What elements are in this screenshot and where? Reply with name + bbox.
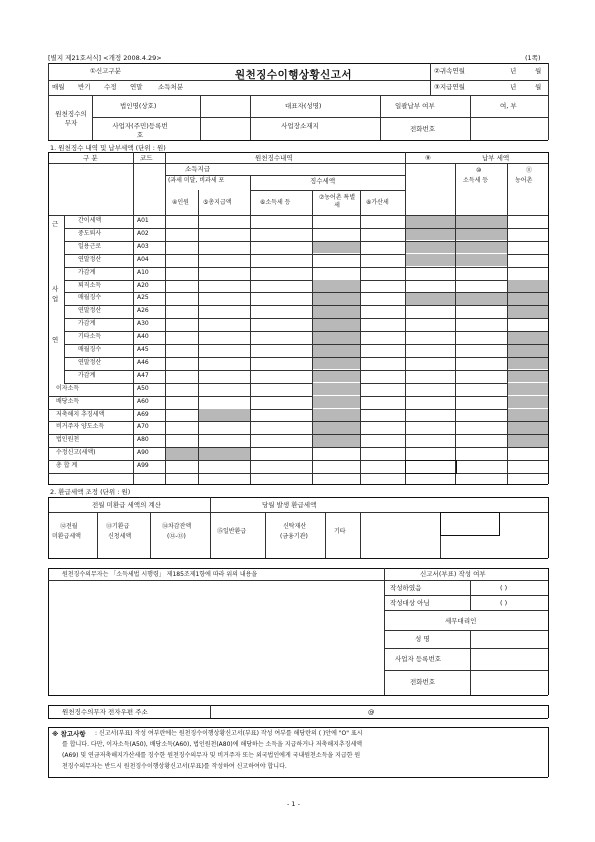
c13-label: ⑬기환급 <box>106 523 130 530</box>
row-name-a80: 법인원천 <box>56 436 80 444</box>
c16b-label: (금융기관) <box>280 533 308 540</box>
type-disposal[interactable]: 소득처분 <box>158 83 184 91</box>
c16-label: 신탁재산 <box>283 523 307 530</box>
year-label: 년 <box>510 67 517 75</box>
not-written-label: 작성대상 아님 <box>390 599 430 607</box>
agent-bizno-label: 사업자 등록번호 <box>395 655 442 663</box>
row-name-a46: 연말정산 <box>78 358 102 366</box>
row-name-a25: 매월징수 <box>78 294 102 302</box>
type-amend[interactable]: 수정 <box>104 83 117 91</box>
c17-label: 기타 <box>334 528 346 535</box>
row-code-a40: A40 <box>137 333 149 341</box>
type-yearend[interactable]: 연말 <box>130 83 143 91</box>
batch-payment-label: 일괄납부 여부 <box>395 102 435 110</box>
row-code-a69: A69 <box>137 410 149 418</box>
row-name-a45: 매월징수 <box>78 346 102 353</box>
group-label-2: 연 <box>52 336 59 345</box>
row-code-a45: A45 <box>137 346 149 353</box>
c12b-label: 미환급세액 <box>52 533 81 540</box>
pay-month-label: ③지급연월 <box>434 83 465 91</box>
note-line3: (A69) 및 연금저축해지가산세를 징수한 원천징수의무자 및 비거주자 또는 외국법인에게 국내원천소득을 지급한 원 <box>62 752 361 759</box>
col-10: ⑩ <box>476 167 482 174</box>
c12-label: ⑫전월 <box>60 523 78 530</box>
not-written-checkbox[interactable]: ( ) <box>500 599 508 607</box>
col-income-pay: 소득지급 <box>185 165 211 173</box>
row-name-a47: 가감계 <box>78 371 96 379</box>
col-5: ⑤총지급액 <box>203 199 232 206</box>
col-6: ⑥소득세 등 <box>260 199 291 206</box>
section2-heading: 2. 환급세액 조정 (단위 : 원) <box>50 488 131 496</box>
row-code-a03: A03 <box>137 242 149 250</box>
row-name-a90: 수정신고(세액) <box>56 449 96 457</box>
declaration-text: 원천징수의무자는 「소득세법 시행령」 제185조제1항에 따라 위의 내용을 <box>62 571 258 578</box>
row-name-a40: 기타소득 <box>78 333 102 341</box>
row-name-a69: 저축해지 추징세액 <box>56 410 105 418</box>
section1-heading: 1. 원천징수 내역 및 납부세액 (단위 : 원) <box>50 144 166 152</box>
form-title: 원천징수이행상황신고서 <box>235 69 353 81</box>
row-name-a26: 연말정산 <box>78 307 102 315</box>
withholding-agent-label: 원천징수의무자 <box>55 110 87 127</box>
row-code-a01: A01 <box>137 217 149 224</box>
row-name-a70: 비거주자 양도소득 <box>56 423 105 431</box>
page-count: (1쪽) <box>525 54 541 62</box>
row-code-a70: A70 <box>137 423 149 431</box>
row-code-a80: A80 <box>137 436 149 444</box>
col-11: ⑪ <box>526 167 533 174</box>
phone-label: 전화번호 <box>410 125 436 133</box>
col-class: 구 분 <box>83 154 98 162</box>
biz-reg-no-label: 사업자(주민)등록번호 <box>112 122 168 139</box>
page-number: - 1 - <box>287 800 300 808</box>
row-name-a99: 총 합 계 <box>56 462 78 470</box>
row-name-a03: 일용근로 <box>78 242 102 250</box>
agent-phone-label: 전화번호 <box>410 678 436 686</box>
row-name-a30: 가감계 <box>78 320 96 328</box>
month-label-2: 월 <box>535 83 542 91</box>
col-withholding: 원천징수내역 <box>255 154 293 162</box>
type-half[interactable]: 반기 <box>78 83 91 91</box>
col-7: ⑦농어촌 특별세 <box>318 194 356 209</box>
written-label: 작성하였음 <box>390 584 422 592</box>
type-monthly[interactable]: 매월 <box>52 83 65 91</box>
row-name-a01: 간이세액 <box>78 217 102 224</box>
row-code-a02: A02 <box>137 229 149 237</box>
row-code-a90: A90 <box>137 449 149 457</box>
col-9: ⑨ <box>425 154 431 162</box>
c13b-label: 신청세액 <box>108 533 132 540</box>
this-month-refund-label: 당월 발생 환급세액 <box>262 501 317 509</box>
tax-agent-label: 세무대리인 <box>445 617 477 625</box>
row-code-a04: A04 <box>137 255 149 263</box>
note-title: ※ 참고사항 <box>52 730 86 738</box>
row-name-a20: 퇴직소득 <box>78 281 102 289</box>
col-4: ④인원 <box>172 199 189 206</box>
row-code-a10: A10 <box>137 268 149 276</box>
col-payment: 납부 세액 <box>482 154 510 162</box>
row-code-a30: A30 <box>137 320 149 328</box>
note-line1: : 신고서(부표) 작성 여부란에는 원천징수이행상황신고서(부표) 작성 여부를 해당란의 ( )안에 "O" 표시 <box>95 730 363 737</box>
row-code-a26: A26 <box>137 307 149 315</box>
row-code-a99: A99 <box>137 462 149 470</box>
col-11b: 농어촌 <box>515 177 533 184</box>
col-tax: 징수세액 <box>310 177 336 185</box>
email-at[interactable]: @ <box>368 708 375 716</box>
year-label-2: 년 <box>510 83 517 91</box>
row-code-a20: A20 <box>137 281 149 289</box>
row-code-a50: A50 <box>137 384 149 392</box>
note-line2: 를 합니다. 다만, 이자소득(A50), 배당소득(A60), 법인원천(A80)에 해당하는 소득을 지급하거나 저축해지추징세액 <box>62 741 363 748</box>
row-code-a60: A60 <box>137 397 149 405</box>
form-number: [별지 제21호서식] <개정 2008.4.29> <box>48 54 162 62</box>
biz-location-label: 사업장소재지 <box>281 122 319 130</box>
yes-no-label[interactable]: 여, 부 <box>500 102 517 110</box>
col-code: 코드 <box>140 154 153 162</box>
prev-unrefunded-label: 전월 미환급 세액의 계산 <box>92 501 161 509</box>
row-code-a25: A25 <box>137 294 149 302</box>
group-label-1: 사업 <box>52 284 59 303</box>
note-line4: 천징수의무자는 반드시 원천징수이행상황신고서(부표)를 작성하여 신고하여야 합니다. <box>62 763 287 770</box>
c14-label: ⑭차감잔액 <box>162 523 192 530</box>
row-code-a46: A46 <box>137 358 149 366</box>
row-name-a60: 배당소득 <box>56 397 80 405</box>
group-label-0: 근 <box>52 220 59 228</box>
written-checkbox[interactable]: ( ) <box>500 584 508 592</box>
c15-label: ⑮일반환급 <box>217 528 247 535</box>
row-name-a50: 이자소득 <box>56 384 80 392</box>
col-8: ⑧가산세 <box>366 199 389 206</box>
row-code-a47: A47 <box>137 371 149 379</box>
report-type-label: ①신고구분 <box>90 67 121 75</box>
row-name-a04: 연말정산 <box>78 255 102 263</box>
row-name-a02: 중도퇴사 <box>78 229 102 237</box>
col-income-pay-sub: (과세 미달, 비과세 포 <box>168 177 225 184</box>
col-10b: 소득세 등 <box>463 177 489 184</box>
corp-name-label: 법인명(상호) <box>120 102 157 110</box>
representative-label: 대표자(성명) <box>285 102 322 110</box>
supplement-title: 신고서(부표) 작성 여부 <box>420 570 486 578</box>
agent-name-label: 성 명 <box>415 635 430 643</box>
row-name-a10: 가감계 <box>78 268 96 276</box>
email-label: 원천징수의무자 전자우편 주소 <box>62 708 148 716</box>
month-label: 월 <box>535 67 542 75</box>
c14b-label: (⑫-⑬) <box>167 533 186 540</box>
belong-month-label: ②귀속연월 <box>434 67 465 75</box>
